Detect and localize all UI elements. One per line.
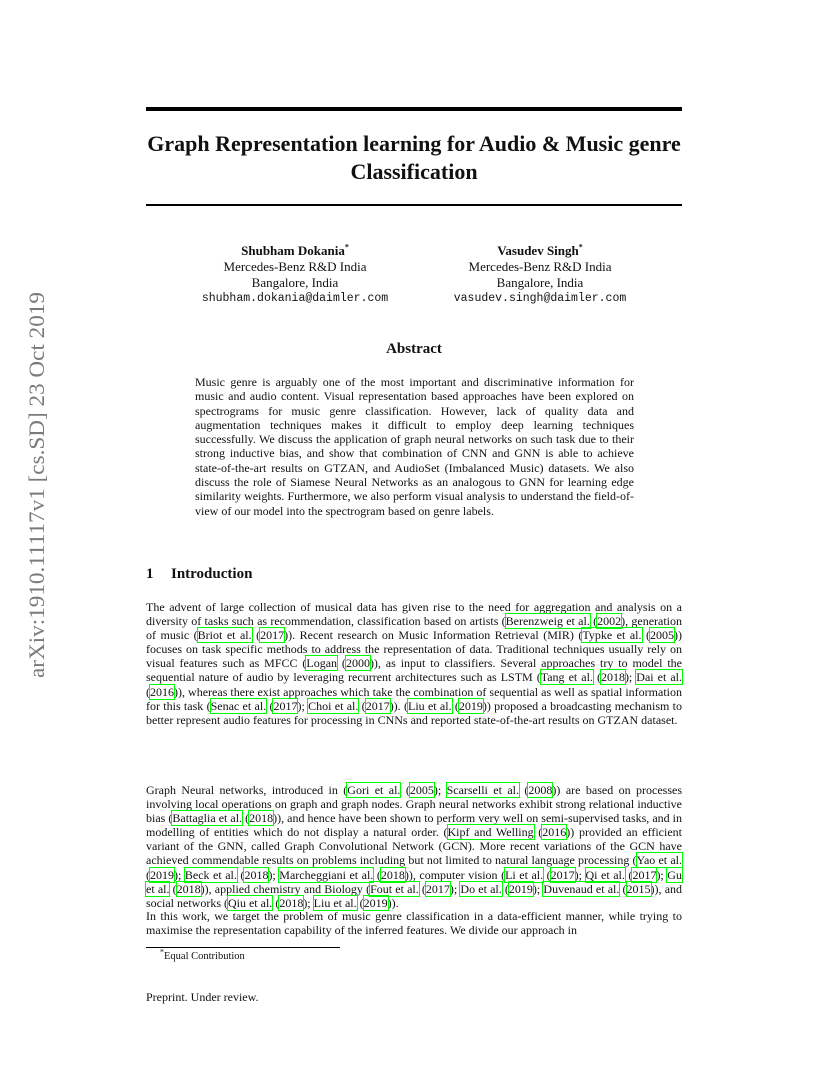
citation-link[interactable]: 2019: [150, 867, 174, 882]
citation-link[interactable]: Qi et al.: [585, 867, 625, 882]
citation-link[interactable]: Do et al.: [460, 881, 502, 896]
citation-link[interactable]: 2018: [279, 895, 304, 910]
citation-link[interactable]: 2017: [425, 881, 450, 896]
citation-link[interactable]: Li et al.: [505, 867, 544, 882]
citation-link[interactable]: 2018: [600, 670, 625, 685]
author-location: Bangalore, India: [251, 275, 339, 290]
citation-link[interactable]: Battaglia et al.: [172, 811, 243, 826]
citation-link[interactable]: Berenzweig et al.: [505, 614, 590, 629]
citation-link[interactable]: Duvenaud et al.: [543, 881, 620, 896]
author-affiliation: Mercedes-Benz R&D India: [223, 259, 367, 274]
citation-link[interactable]: 2015: [626, 881, 651, 896]
intro-paragraph-3: In this work, we target the problem of music genre classification in a data-efficient manner, while trying to maximise the representation capability of the inferred features. We divide our approach in: [146, 909, 682, 938]
title-bottom-rule: [146, 204, 682, 206]
preprint-note: Preprint. Under review.: [146, 990, 259, 1004]
section-heading-introduction: [146, 566, 252, 583]
citation-link[interactable]: 2018: [244, 867, 269, 882]
intro-paragraph-1: The advent of large collection of musical data has given rise to the need for aggregation and analysis on a diversity of tasks such as recommendation, classification based on artists (Berenzweig et al. (2002), generation of music (Briot et al. (2017)). Recent research on Music Information Retrieval (MIR) (Typke et al. (2005)) focuses on task specific methods to address the representation of data. Traditional techniques usually rely on visual features such as MFCC (Logan (2000)), as input to classifiers. Several approaches try to model the sequential nature of audio by leveraging recurrent architectures such as LSTM (Tang et al. (2018); Dai et al. (2016)), whereas there exist approaches which take the combination of sequential as well as spatial information for this task (Senac et al. (2017); Choi et al. (2017)). (Liu et al. (2019)) proposed a broadcasting mechanism to better represent audio features for processing in CNNs and reported state-of-the-art results on GTZAN dataset.: [146, 600, 683, 727]
citation-link[interactable]: 2005: [409, 783, 434, 797]
footnote-rule: [146, 947, 340, 948]
citation-link[interactable]: 2016: [150, 684, 174, 699]
author-affiliation: Mercedes-Benz R&D India: [468, 259, 612, 274]
author-name: Shubham Dokania*: [241, 242, 349, 258]
citation-link[interactable]: 2005: [650, 628, 674, 643]
abstract-text: Music genre is arguably one of the most important and discriminative information for music and audio content. Visual representation based approaches have been explored on spectrograms for music genre classification. However, lack of quality data and augmentation techniques makes it difficult to employ deep learning techniques successfully. We discuss the application of graph neural networks on such task due to their strong inductive bias, and show that combination of CNN and GNN is able to achieve state-of-the-art results on GTZAN, and AudioSet (Imbalanced Music) datasets. We also discuss the role of Siamese Neural Networks as an analogous to GNN for learning edge similarity weights. Furthermore, we also perform visual analysis to understand the field-of-view of our model into the spectrogram based on genre labels.: [195, 375, 634, 518]
footnote-text: Equal Contribution: [164, 951, 245, 962]
citation-link[interactable]: Beck et al.: [184, 867, 237, 882]
citation-link[interactable]: Fout et al.: [370, 881, 419, 896]
citation-link[interactable]: 2017: [550, 867, 575, 882]
citation-link[interactable]: 2017: [260, 628, 285, 643]
citation-link[interactable]: Typke et al.: [582, 628, 642, 643]
author-location: Bangalore, India: [496, 275, 584, 290]
citation-link[interactable]: Qiu et al.: [227, 895, 273, 910]
citation-link[interactable]: Kipf and Welling: [447, 825, 534, 840]
citation-link[interactable]: Choi et al.: [308, 698, 359, 713]
citation-link[interactable]: 2019: [508, 881, 533, 896]
equal-contribution-mark: *: [344, 242, 349, 252]
citation-link[interactable]: Dai et al.: [636, 670, 682, 685]
citation-link[interactable]: Scarselli et al.: [446, 783, 520, 797]
arxiv-stamp-text: arXiv:1910.11117v1 [cs.SD] 23 Oct 2019: [24, 311, 49, 678]
citation-link[interactable]: Marcheggiani et al.: [279, 867, 374, 882]
paper-title: Graph Representation learning for Audio & Music genre Classification: [147, 131, 681, 184]
author-name: Vasudev Singh*: [497, 242, 583, 258]
author-block-2: [420, 243, 660, 307]
citation-link[interactable]: Gu et al.: [146, 867, 682, 896]
footnote-mark: *: [160, 947, 164, 957]
citation-link[interactable]: 2016: [542, 825, 567, 840]
citation-link[interactable]: 2017: [632, 867, 657, 882]
citation-link[interactable]: 2018: [249, 811, 274, 826]
title-top-rule: [146, 107, 682, 111]
citation-link[interactable]: 2002: [597, 614, 622, 629]
citation-link[interactable]: 2019: [363, 895, 388, 910]
citation-link[interactable]: 2017: [365, 698, 390, 713]
citation-link[interactable]: 2019: [458, 698, 483, 713]
footnote: [160, 947, 245, 962]
citation-link[interactable]: 2018: [176, 881, 201, 896]
citation-link[interactable]: Briot et al.: [197, 628, 252, 643]
citation-link[interactable]: Logan: [306, 656, 338, 671]
citation-link[interactable]: 2017: [273, 698, 298, 713]
section-number: 1: [146, 566, 154, 582]
author-block-1: [175, 243, 415, 307]
citation-link[interactable]: Senac et al.: [210, 698, 267, 713]
author-email[interactable]: vasudev.singh@daimler.com: [453, 292, 627, 305]
citation-link[interactable]: Liu et al.: [313, 895, 357, 910]
abstract-heading: Abstract: [386, 341, 442, 357]
citation-link[interactable]: 2000: [345, 656, 370, 671]
citation-link[interactable]: Gori et al.: [347, 783, 401, 797]
citation-link[interactable]: 2018: [380, 867, 405, 882]
equal-contribution-mark: *: [578, 242, 583, 252]
citation-link[interactable]: Tang et al.: [540, 670, 593, 685]
citation-link[interactable]: 2008: [528, 783, 553, 797]
citation-link[interactable]: Yao et al.: [636, 853, 682, 868]
intro-paragraph-2: Graph Neural networks, introduced in (Gori et al. (2005); Scarselli et al. (2008)) are based on processes involving local operations on graph and graph nodes. Graph neural networks exhibit strong relational inductive bias (Battaglia et al. (2018)), and hence have been shown to perform very well on semi-supervised tasks, and in modelling of entities which do not display a natural order. (Kipf and Welling (2016)) provided an efficient variant of the GNN, called Graph Convolutional Network (GCN). More recent variations of the GCN have achieved commendable results on problems including but not limited to natural language processing (Yao et al. (2019); Beck et al. (2018); Marcheggiani et al. (2018)), computer vision (Li et al. (2017); Qi et al. (2017); Gu et al. (2018)), applied chemistry and Biology (Fout et al. (2017); Do et al. (2019); Duvenaud et al. (2015)), and social networks (Qiu et al. (2018); Liu et al. (2019)).: [146, 783, 683, 910]
section-title: Introduction: [171, 566, 253, 582]
citation-link[interactable]: Liu et al.: [407, 698, 452, 713]
arxiv-stamp: [22, 290, 52, 680]
author-email[interactable]: shubham.dokania@daimler.com: [201, 292, 389, 305]
